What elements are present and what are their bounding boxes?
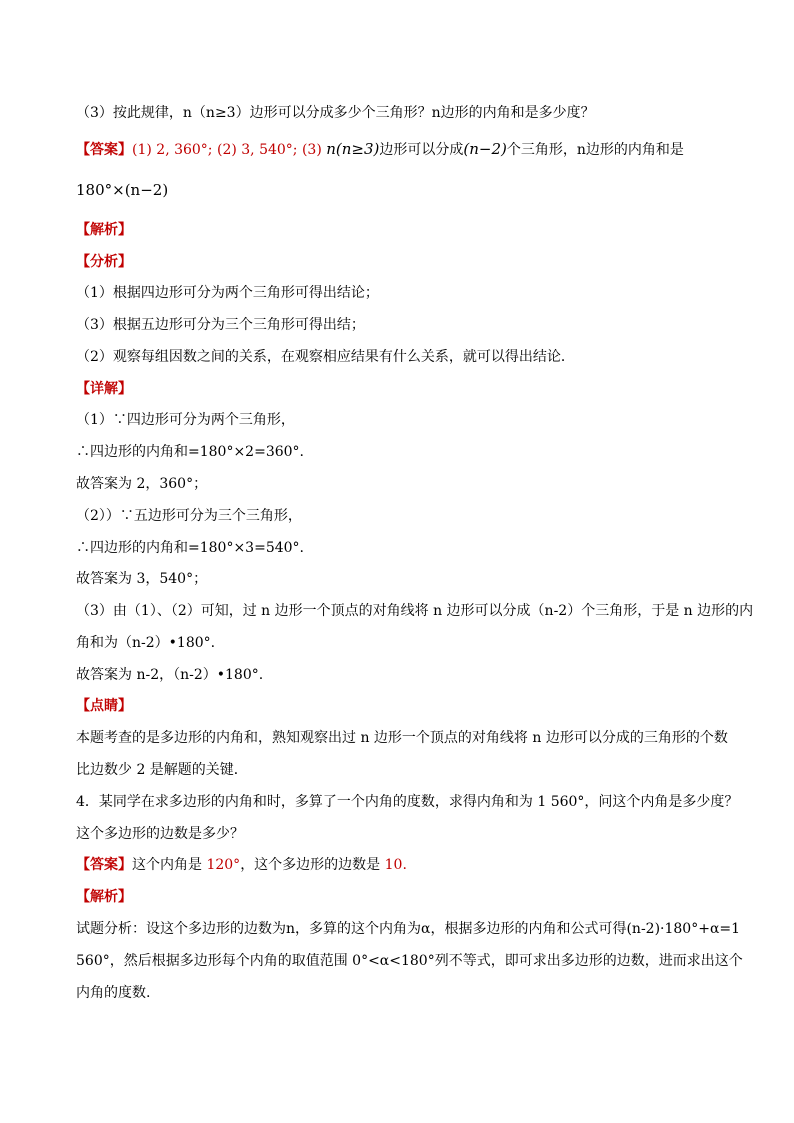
detail-line-4: （2））∵五边形可分为三个三角形， [76, 508, 302, 524]
fenxi-line-1: （1）根据四边形可分为两个三角形可得出结论； [76, 285, 379, 301]
detail-tag: 【详解】 [76, 381, 132, 397]
detail-line-2: ∴四边形的内角和=180°×2=360°. [76, 444, 304, 460]
detail-line-7: （3）由（1）、（2）可知，过 n 边形一个顶点的对角线将 n 边形可以分成（n-2）个三角形，于是 n 边形的内 [76, 603, 754, 619]
q4-analysis-line-2: 560°，然后根据多边形每个内角的取值范围 0°<α<180°列不等式，即可求出多边形的边数，进而求出这个 [76, 953, 743, 969]
question-4-answer [76, 855, 407, 875]
q4-answer-angle: 120° [206, 857, 241, 873]
question-4-line-2: 这个多边形的边数是多少？ [76, 826, 244, 842]
detail-line-8: 角和为（n-2）•180°. [76, 635, 216, 651]
q4-analysis-line-1: 试题分析：设这个多边形的边数为n，多算的这个内角为α，根据多边形的内角和公式可得(n-2)·180°+α=1 [76, 921, 741, 937]
answer-tag: 【答案】 [76, 142, 132, 158]
detail-line-6: 故答案为 3，540°； [76, 571, 208, 587]
detail-line-1: （1）∵四边形可分为两个三角形， [76, 412, 295, 428]
comment-tag: 【点睛】 [76, 698, 132, 714]
question-3-prompt: （3）按此规律，n（n≥3）边形可以分成多少个三角形？n边形的内角和是多少度？ [76, 105, 595, 121]
answer-part3: 个三角形，n边形的内角和是 [506, 142, 684, 158]
answer-math-n-minus-2: (n−2) [463, 140, 507, 158]
analysis-tag: 【解析】 [76, 222, 132, 238]
q4-analysis-line-3: 内角的度数. [76, 985, 151, 1001]
q4-analysis-tag: 【解析】 [76, 889, 132, 905]
q4-answer-tag: 【答案】 [76, 857, 132, 873]
fenxi-line-2: （3）根据五边形可分为三个三角形可得出结； [76, 317, 365, 333]
q4-answer-text-b: ，这个多边形的边数是 [240, 857, 385, 873]
detail-line-5: ∴四边形的内角和=180°×3=540°. [76, 540, 304, 556]
fenxi-line-3: （2）观察每组因数之间的关系，在观察相应结果有什么关系，就可以得出结论． [76, 349, 575, 365]
answer-part2: 边形可以分成 [379, 142, 464, 158]
answer-line-1 [76, 139, 684, 160]
question-4-line-1: 4．某同学在求多边形的内角和时，多算了一个内角的度数，求得内角和为 1 560°，问这个内角是多少度？ [76, 794, 739, 810]
detail-line-9: 故答案为 n-2，（n-2）•180°. [76, 667, 264, 683]
q4-answer-sides: 10. [384, 857, 407, 873]
comment-line-2: 比边数少 2 是解题的关键． [76, 762, 248, 778]
answer-line-2: 180°×(n−2) [76, 181, 169, 199]
comment-line-1: 本题考查的是多边形的内角和，熟知观察出过 n 边形一个顶点的对角线将 n 边形可以分成的三角形的个数 [76, 730, 728, 746]
detail-line-3: 故答案为 2，360°； [76, 476, 208, 492]
answer-math-n: n(n≥3) [326, 140, 380, 158]
answer-part1: (1) 2, 360°; (2) 3, 540°; (3) [132, 142, 322, 158]
fenxi-tag: 【分析】 [76, 254, 132, 270]
q4-answer-text-a: 这个内角是 [132, 857, 207, 873]
